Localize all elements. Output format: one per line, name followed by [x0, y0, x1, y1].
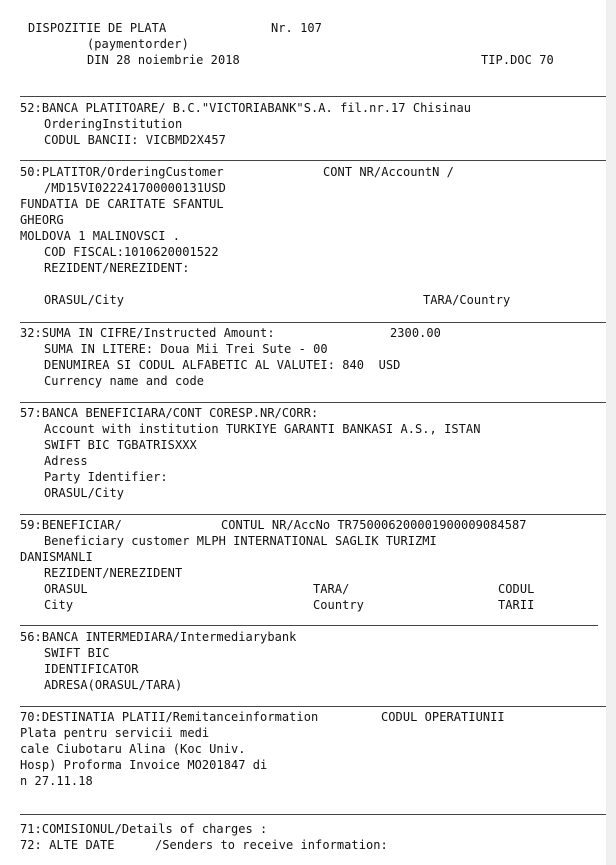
beneficiary-bank-city: ORASUL/City: [44, 486, 125, 500]
currency-label: Currency name and code: [44, 374, 205, 388]
payer-country: TARA/Country: [423, 293, 511, 307]
remittance-text-line: Hosp) Proforma Invoice MO201847 di: [20, 758, 268, 772]
divider: [20, 625, 598, 626]
intermediary-bank-label: 56:BANCA INTERMEDIARA/Intermediarybank: [20, 630, 297, 644]
divider: [20, 160, 606, 161]
divider: [20, 814, 606, 815]
document-title: DISPOZITIE DE PLATA: [28, 21, 167, 35]
payer-city: ORASUL/City: [44, 293, 125, 307]
beneficiary-country-label: TARA/: [313, 582, 350, 596]
beneficiary-label: 59:BENEFICIAR/: [20, 518, 122, 532]
beneficiary-residency: REZIDENT/NEREZIDENT: [44, 566, 183, 580]
intermediary-swift: SWIFT BIC: [44, 646, 110, 660]
document-date: DIN 28 noiembrie 2018: [87, 53, 240, 67]
operation-code-label: CODUL OPERATIUNII: [381, 710, 505, 724]
document-number: Nr. 107: [271, 21, 322, 35]
payer-name-continued: GHEORG: [20, 213, 64, 227]
divider: [20, 514, 606, 515]
payer-name: FUNDATIA DE CARITATE SFANTUL: [20, 197, 224, 211]
remittance-text-line: Plata pentru servicii medi: [20, 726, 210, 740]
beneficiary-country-code-label-en: TARII: [498, 598, 535, 612]
divider: [20, 322, 606, 323]
intermediary-address: ADRESA(ORASUL/TARA): [44, 678, 183, 692]
ordering-bank-line: 52:BANCA PLATITOARE/ B.C."VICTORIABANK"S.A. fil.nr.17 Chisinau: [20, 101, 472, 115]
currency-code: DENUMIREA SI CODUL ALFABETIC AL VALUTEI: 840 USD: [44, 358, 401, 372]
party-identifier: Party Identifier:: [44, 470, 168, 484]
document-type: TIP.DOC 70: [481, 53, 554, 67]
amount-label: 32:SUMA IN CIFRE/Instructed Amount:: [20, 326, 275, 340]
remittance-text-line: n 27.11.18: [20, 774, 93, 788]
payer-account-number: /MD15VI022241700000131USD: [44, 181, 226, 195]
payer-residency: REZIDENT/NEREZIDENT:: [44, 261, 190, 275]
document-subtitle: (paymentorder): [87, 37, 189, 51]
beneficiary-swift: SWIFT BIC TGBATRISXXX: [44, 438, 197, 452]
other-data-label: 72: ALTE DATE: [20, 838, 115, 852]
payer-label: 50:PLATITOR/OrderingCustomer: [20, 165, 224, 179]
payer-fiscal-code: COD FISCAL:1010620001522: [44, 245, 219, 259]
ordering-institution-label: OrderingInstitution: [44, 117, 183, 131]
divider: [20, 402, 606, 403]
divider: [20, 96, 606, 97]
sender-information-label: /Senders to receive information:: [155, 838, 388, 852]
beneficiary-account: CONTUL NR/AccNo TR750006200001900009084587: [221, 518, 527, 532]
bank-code: CODUL BANCII: VICBMD2X457: [44, 133, 226, 147]
beneficiary-city-label-en: City: [44, 598, 74, 612]
remittance-text-line: cale Ciubotaru Alina (Koc Univ.: [20, 742, 246, 756]
charges-label: 71:COMISIONUL/Details of charges :: [20, 822, 268, 836]
beneficiary-bank-institution: Account with institution TURKIYE GARANTI BANKASI A.S., ISTAN: [44, 422, 481, 436]
beneficiary-bank-address: Adress: [44, 454, 88, 468]
beneficiary-customer: Beneficiary customer MLPH INTERNATIONAL SAGLIK TURIZMI: [44, 534, 437, 548]
beneficiary-country-code-label: CODUL: [498, 582, 535, 596]
beneficiary-city-label: ORASUL: [44, 582, 88, 596]
amount-value: 2300.00: [390, 326, 441, 340]
intermediary-identifier: IDENTIFICATOR: [44, 662, 139, 676]
beneficiary-customer-continued: DANISMANLI: [20, 550, 93, 564]
remittance-label: 70:DESTINATIA PLATII/Remitanceinformation: [20, 710, 319, 724]
page-edge: [606, 0, 616, 865]
divider: [20, 706, 606, 707]
payer-account-label: CONT NR/AccountN /: [323, 165, 454, 179]
payer-address: MOLDOVA 1 MALINOVSCI .: [20, 229, 181, 243]
amount-in-words: SUMA IN LITERE: Doua Mii Trei Sute - 00: [44, 342, 328, 356]
beneficiary-country-label-en: Country: [313, 598, 364, 612]
beneficiary-bank-label: 57:BANCA BENEFICIARA/CONT CORESP.NR/CORR:: [20, 406, 319, 420]
